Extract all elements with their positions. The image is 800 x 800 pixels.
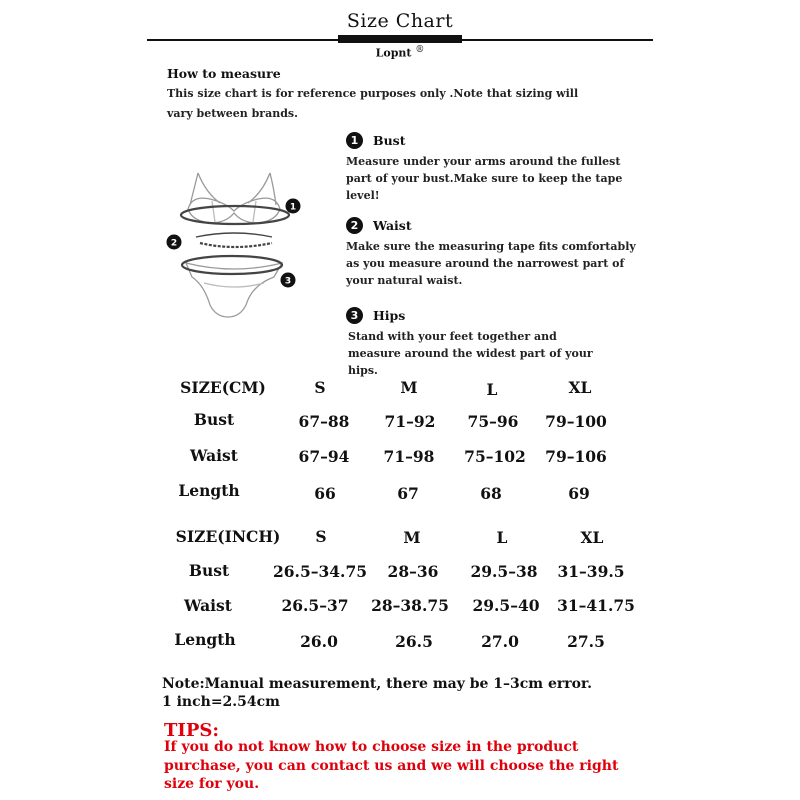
table-cell: 26.5: [395, 632, 433, 651]
table-row-label: Bust: [193, 410, 235, 429]
table-cell: 75–102: [464, 447, 526, 466]
step-number-3: 3: [346, 307, 363, 324]
table-cell: 69: [568, 484, 590, 503]
table-cell: 79–100: [545, 412, 607, 431]
page-title: Size Chart: [346, 10, 454, 32]
table-header-cell: XL: [568, 378, 592, 397]
step-text: Make sure the measuring tape fits comfortably as you measure around the narrowest part of your natural waist.: [346, 240, 636, 287]
table-cell: 28–38.75: [371, 596, 449, 615]
note-line: 1 inch=2.54cm: [162, 694, 280, 710]
registered-mark: ®: [415, 45, 425, 55]
table-cell: 27.5: [567, 632, 605, 651]
table-header-cell: XL: [580, 528, 604, 547]
table-cell: 28–36: [387, 562, 439, 581]
table-cell: 68: [480, 484, 502, 503]
svg-text:1: 1: [289, 202, 297, 213]
table-header-cell: L: [496, 528, 508, 547]
table-cell: 26.5–37: [281, 596, 349, 615]
svg-text:3: 3: [284, 276, 292, 287]
svg-text:2: 2: [170, 238, 178, 249]
table-row-label: Bust: [188, 561, 230, 580]
table-header-cell: S: [315, 527, 327, 546]
table-cell: 31–39.5: [557, 562, 625, 581]
table-header-cell: M: [403, 528, 421, 547]
tips-text: If you do not know how to choose size in the product purchase, you can contact us and we will choose the right size for you.: [164, 739, 619, 792]
table-cell: 66: [314, 484, 336, 503]
table-cell: 67: [397, 484, 419, 503]
step-text: Measure under your arms around the fullest part of your bust.Make sure to keep the tape level!: [346, 155, 623, 202]
table-cell: 29.5–38: [470, 562, 538, 581]
how-to-measure-description: This size chart is for reference purposes only .Note that sizing will vary between brands.: [167, 87, 579, 120]
step-text: Stand with your feet together and measure around the widest part of your hips.: [348, 330, 593, 377]
table-header-cell: L: [486, 380, 498, 399]
table-cell: 79–106: [545, 447, 607, 466]
table-cell: 31–41.75: [557, 596, 635, 615]
step-title: Bust: [373, 133, 406, 148]
how-to-measure-heading: How to measure: [167, 66, 281, 81]
step-number-2: 2: [346, 217, 363, 234]
table-row-label: Waist: [184, 596, 232, 615]
table-cell: 29.5–40: [472, 596, 540, 615]
table-cell: 26.0: [300, 632, 338, 651]
table-row-label: Length: [178, 481, 240, 500]
step-title: Hips: [373, 308, 406, 323]
table-header-cell: SIZE(INCH): [175, 527, 281, 546]
table-header-cell: S: [314, 378, 326, 397]
brand-name: Lopnt: [375, 46, 412, 60]
step-number-1: 1: [346, 132, 363, 149]
table-cell: 67–94: [298, 447, 350, 466]
measurement-note: [162, 675, 592, 711]
table-cell: 67–88: [298, 412, 350, 431]
table-row-label: Waist: [190, 446, 238, 465]
table-cell: 71–92: [384, 412, 436, 431]
table-cell: 71–98: [383, 447, 435, 466]
note-line: Note:Manual measurement, there may be 1–3cm error.: [162, 676, 592, 692]
step-title: Waist: [373, 218, 412, 233]
table-cell: 26.5–34.75: [272, 562, 368, 581]
table-row-label: Length: [174, 630, 236, 649]
table-header-cell: M: [400, 378, 418, 397]
table-cell: 27.0: [481, 632, 519, 651]
table-cell: 75–96: [467, 412, 519, 431]
tips-heading: TIPS:: [164, 720, 219, 741]
table-header-cell: SIZE(CM): [180, 378, 266, 397]
